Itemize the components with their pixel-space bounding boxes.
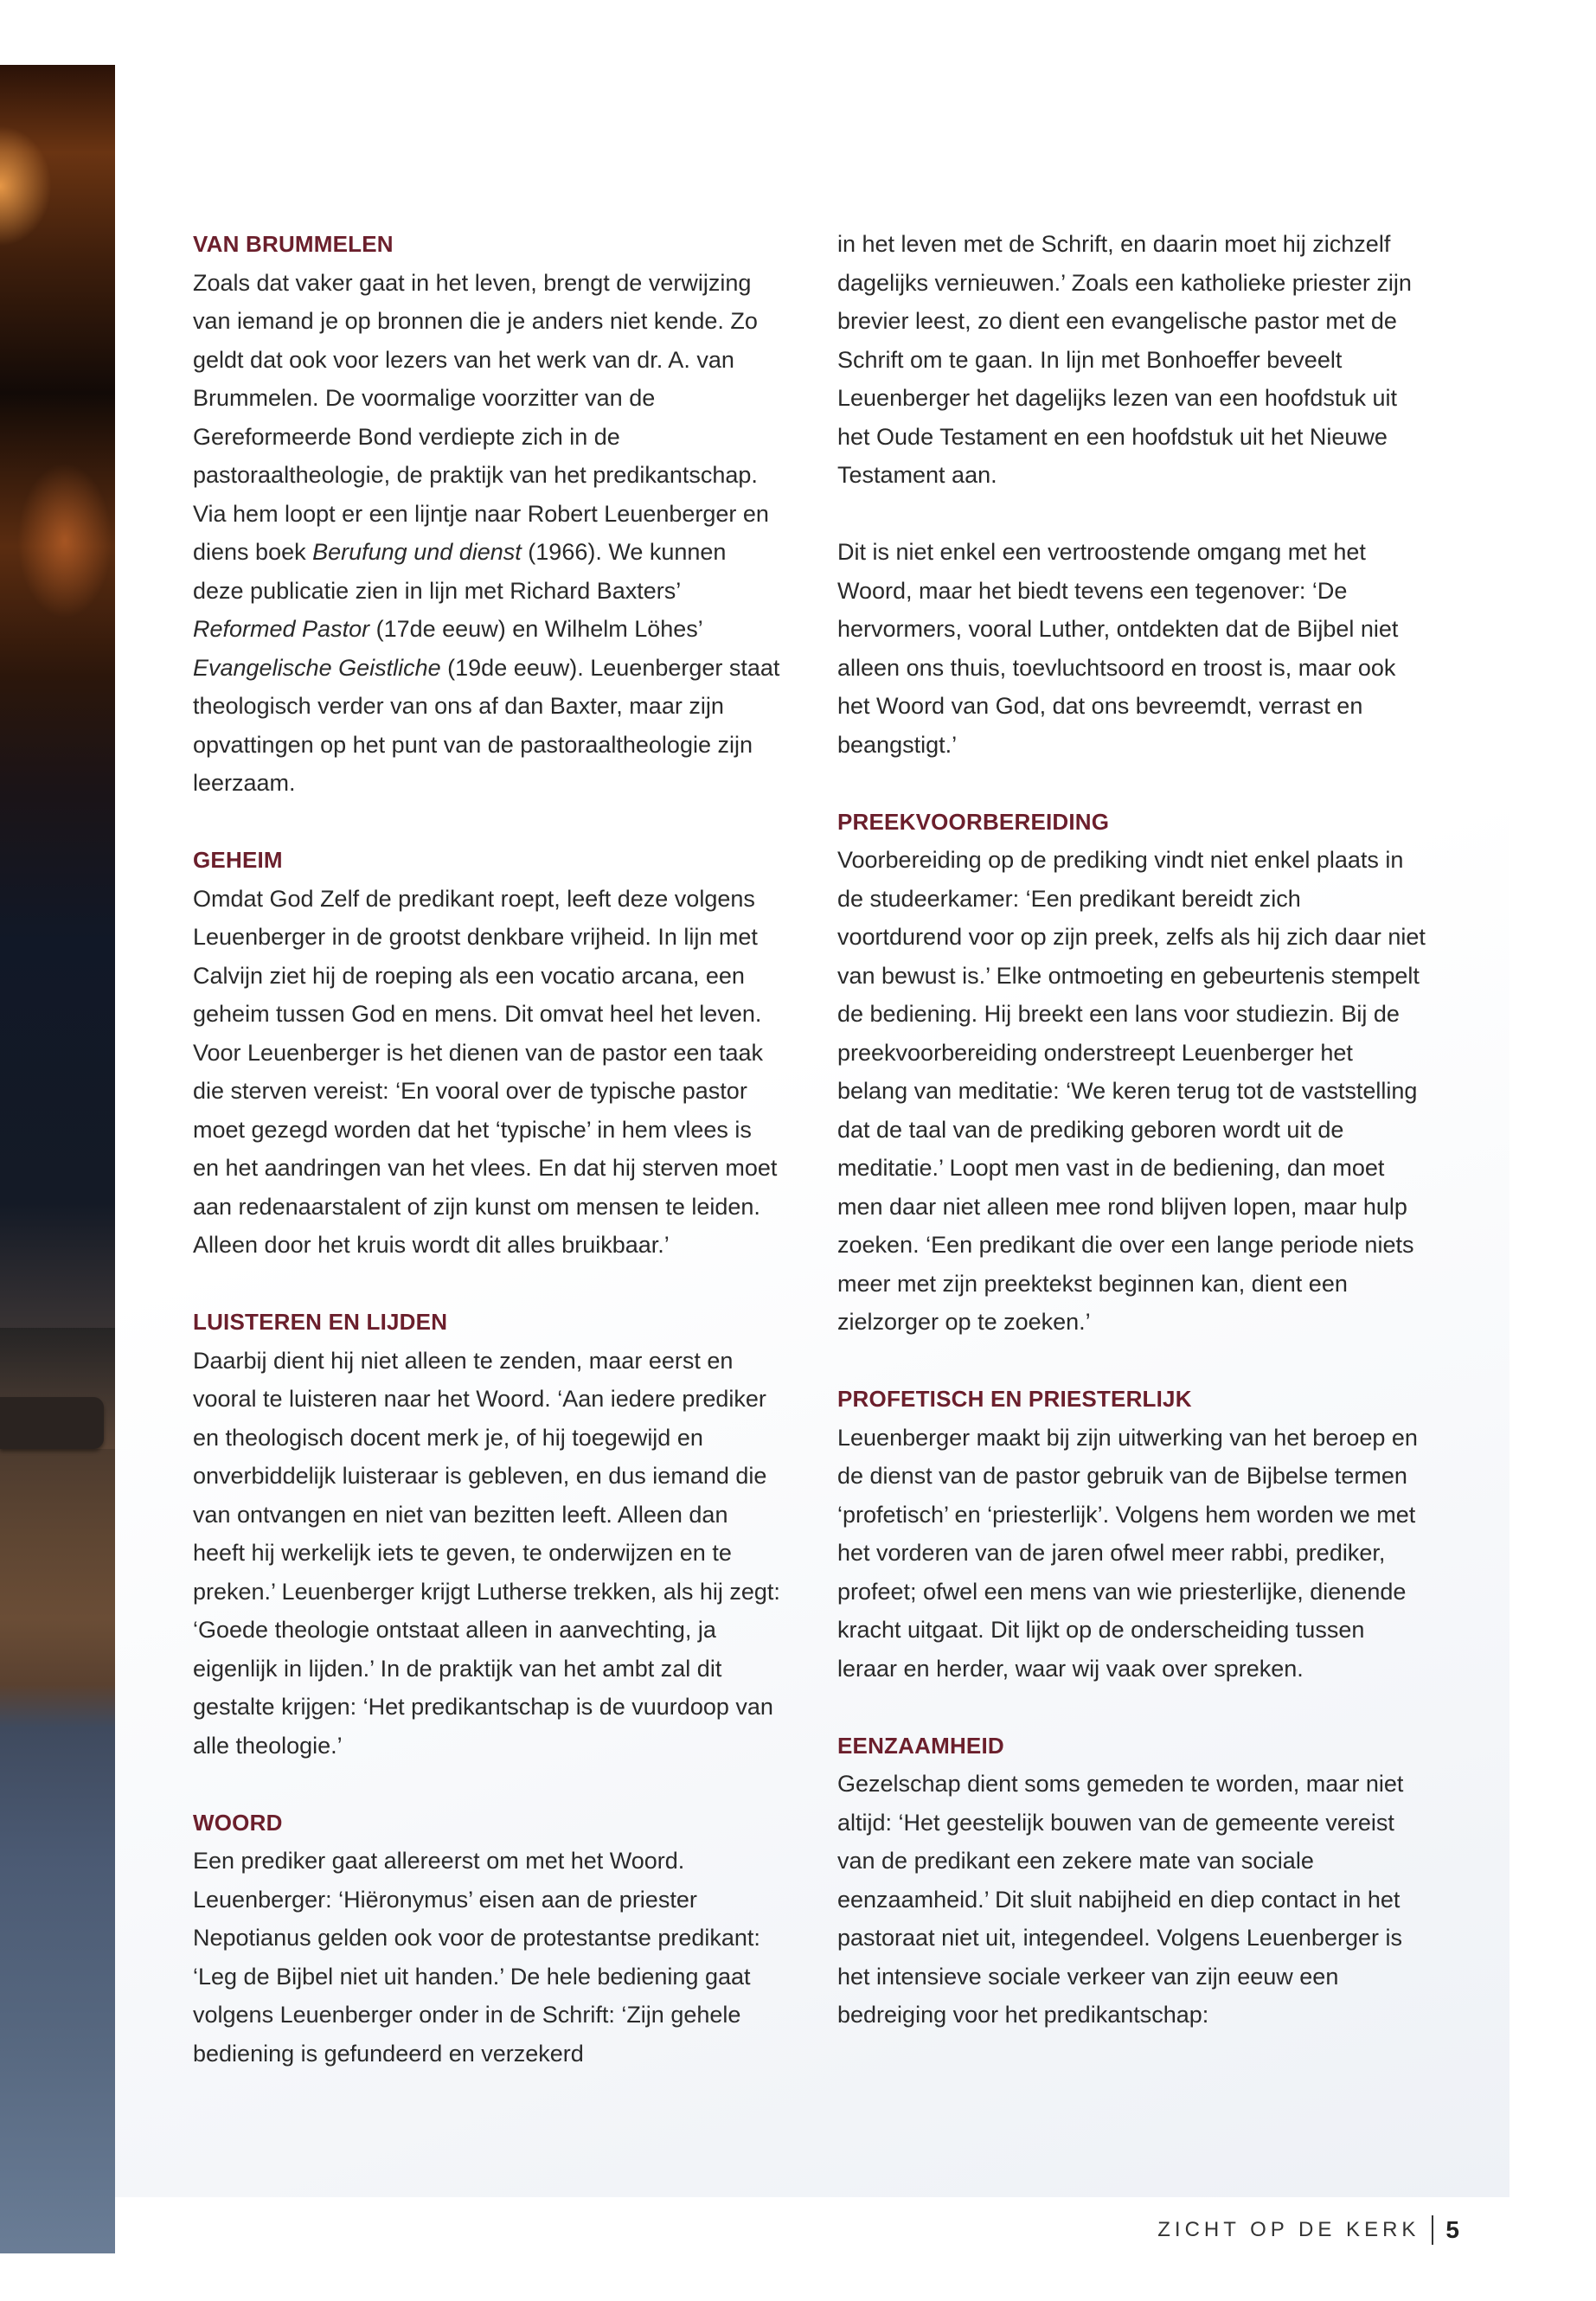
page-number: 5 — [1445, 2216, 1459, 2243]
section-van-brummelen — [193, 225, 781, 803]
paragraph: in het leven met de Schrift, en daarin moet hij zichzelf dagelijks vernieuwen.’ Zoals een katholieke priester zijn brevier leest, zo dient een evangelische pastor met de Schrift om te gaan. In lijn met Bonhoeffer beveelt Leuenberger het dagelijks lezen van een hoofdstuk uit het Oude Testament en een hoofdstuk uit het Nieuwe Testament aan. — [837, 231, 1412, 488]
magazine-name: ZICHT OP DE KERK — [1157, 2218, 1420, 2241]
section-heading: WOORD — [193, 1809, 283, 1836]
footer-divider — [1432, 2215, 1433, 2245]
pulpit-edge — [0, 1397, 104, 1449]
book-title: Evangelische Geistliche — [193, 654, 441, 681]
section-heading: PROFETISCH EN PRIESTERLIJK — [837, 1386, 1192, 1412]
section-text: Voorbereiding op de prediking vindt niet enkel plaats in de studeerkamer: ‘Een predikant bereidt zich voortdurend voor op zijn preek, zelfs als hij zich daar niet van bewust is.’ Elke ontmoeting en gebeurtenis stempelt de bediening. Hij breekt een lans voor studiezin. Bij de preekvoorbereiding onderstreept Leuenberger het belang van meditatie: ‘We keren terug tot de vaststelling dat de taal van de prediking geboren wordt uit de meditatie.’ Loopt men vast in de bediening, dan moet men daar niet alleen mee rond blijven lopen, maar hulp zoeken. ‘Een predikant die over een lange periode niets meer met zijn preektekst beginnen kan, dient een zielzorger op te zoeken.’ — [837, 847, 1426, 1335]
candle-glow — [0, 125, 52, 247]
section-text: Zoals dat vaker gaat in het leven, brengt de verwijzing van iemand je op bronnen die je anders niet kende. Zo geldt dat ook voor lezers van het werk van dr. A. van Brummelen. De voormalige voorzitter van de Gereformeerde Bond verdiepte zich in de pastoraaltheologie, de praktijk van het predikantschap. Via hem loopt er een lijntje naar Robert Leuenberger en diens boek Berufung und dienst (1966). We kunnen deze publicatie zien in lijn met Richard Baxters’ Reformed Pastor (17de eeuw) en Wilhelm Löhes’ Evangelische Geistliche (19de eeuw). Leuenberger staat theologisch verder van ons af dan Baxter, maar zijn opvattingen op het punt van de pastoraaltheologie zijn leerzaam. — [193, 269, 780, 796]
section-heading: GEHEIM — [193, 847, 283, 873]
book-title: Reformed Pastor — [193, 616, 370, 642]
side-photo — [0, 65, 115, 2253]
section-text: Gezelschap dient soms gemeden te worden, maar niet altijd: ‘Het geestelijk bouwen van de gemeente vereist van de predikant een zekere mate van sociale eenzaamheid.’ Dit sluit nabijheid en diep contact in het pastoraat niet uit, integendeel. Volgens Leuenberger is het intensieve sociale verkeer van zijn eeuw een bedreiging voor het predikantschap: — [837, 1771, 1404, 2028]
section-woord — [193, 1804, 781, 2073]
light-glow — [17, 463, 112, 619]
section-heading: EENZAAMHEID — [837, 1732, 1004, 1759]
section-preekvoorbereiding — [837, 803, 1426, 1342]
section-text: Daarbij dient hij niet alleen te zenden, maar eerst en vooral te luisteren naar het Woord. ‘Aan iedere prediker en theologisch docent merk je, of hij toegewijd en onverbiddelijk luisteraar is gebleven, en dus iemand die van ontvangen en niet van bezitten leeft. Alleen dan heeft hij werkelijk iets te geven, te onderwijzen en te preken.’ Leuenberger krijgt Lutherse trekken, als hij zegt: ‘Goede theologie ontstaat alleen in aanvechting, ja eigenlijk in lijden.’ In de praktijk van het ambt zal dit gestalte krijgen: ‘Het predikantschap is de vuurdoop van alle theologie.’ — [193, 1347, 780, 1759]
right-column — [837, 225, 1426, 2073]
section-heading: VAN BRUMMELEN — [193, 231, 394, 257]
paragraph: Dit is niet enkel een vertroostende omgang met het Woord, maar het biedt tevens een tegenover: ‘De hervormers, vooral Luther, ontdekten dat de Bijbel niet alleen ons thuis, toevluchtsoord en troost is, maar ook het Woord van God, dat ons bevreemdt, verrast en beangstigt.’ — [837, 539, 1399, 758]
section-text: Leuenberger maakt bij zijn uitwerking van het beroep en de dienst van de pastor gebruik van de Bijbelse termen ‘profetisch’ en ‘priesterlijk’. Volgens hem worden we met het vorderen van de jaren ofwel meer rabbi, prediker, profeet; ofwel een mens van wie priesterlijke, dienende kracht uitgaat. Dit lijkt op de onderscheiding tussen leraar en herder, waar wij vaak over spreken. — [837, 1424, 1418, 1682]
book-title: Berufung und dienst — [312, 539, 522, 565]
article-panel — [115, 138, 1509, 2197]
section-text: Een prediker gaat allereerst om met het Woord. Leuenberger: ‘Hiëronymus’ eisen aan de priester Nepotianus gelden ook voor de protestantse predikant: ‘Leg de Bijbel niet uit handen.’ De hele bediening gaat volgens Leuenberger onder in de Schrift: ‘Zijn gehele bediening is gefundeerd en verzekerd — [193, 1848, 760, 2067]
section-eenzaamheid — [837, 1727, 1426, 2035]
section-woord-continued — [837, 225, 1426, 764]
section-text: Omdat God Zelf de predikant roept, leeft deze volgens Leuenberger in de grootst denkbare vrijheid. In lijn met Calvijn ziet hij de roeping als een vocatio arcana, een geheim tussen God en mens. Dit omvat heel het leven. Voor Leuenberger is het dienen van de pastor een taak die sterven vereist: ‘En vooral over de typische pastor moet gezegd worden dat het ‘typische’ in hem vlees is en het aandringen van het vlees. En dat hij sterven moet aan redenaarstalent of zijn kunst om mensen te leiden. Alleen door het kruis wordt dit alles bruikbaar.’ — [193, 885, 778, 1258]
section-heading: LUISTEREN EN LIJDEN — [193, 1309, 448, 1335]
section-heading: PREEKVOORBEREIDING — [837, 808, 1110, 835]
section-profetisch-en-priesterlijk — [837, 1380, 1426, 1688]
left-column — [193, 225, 781, 2112]
section-luisteren-en-lijden — [193, 1303, 781, 1765]
page-footer — [1157, 2213, 1459, 2247]
section-geheim — [193, 841, 781, 1265]
